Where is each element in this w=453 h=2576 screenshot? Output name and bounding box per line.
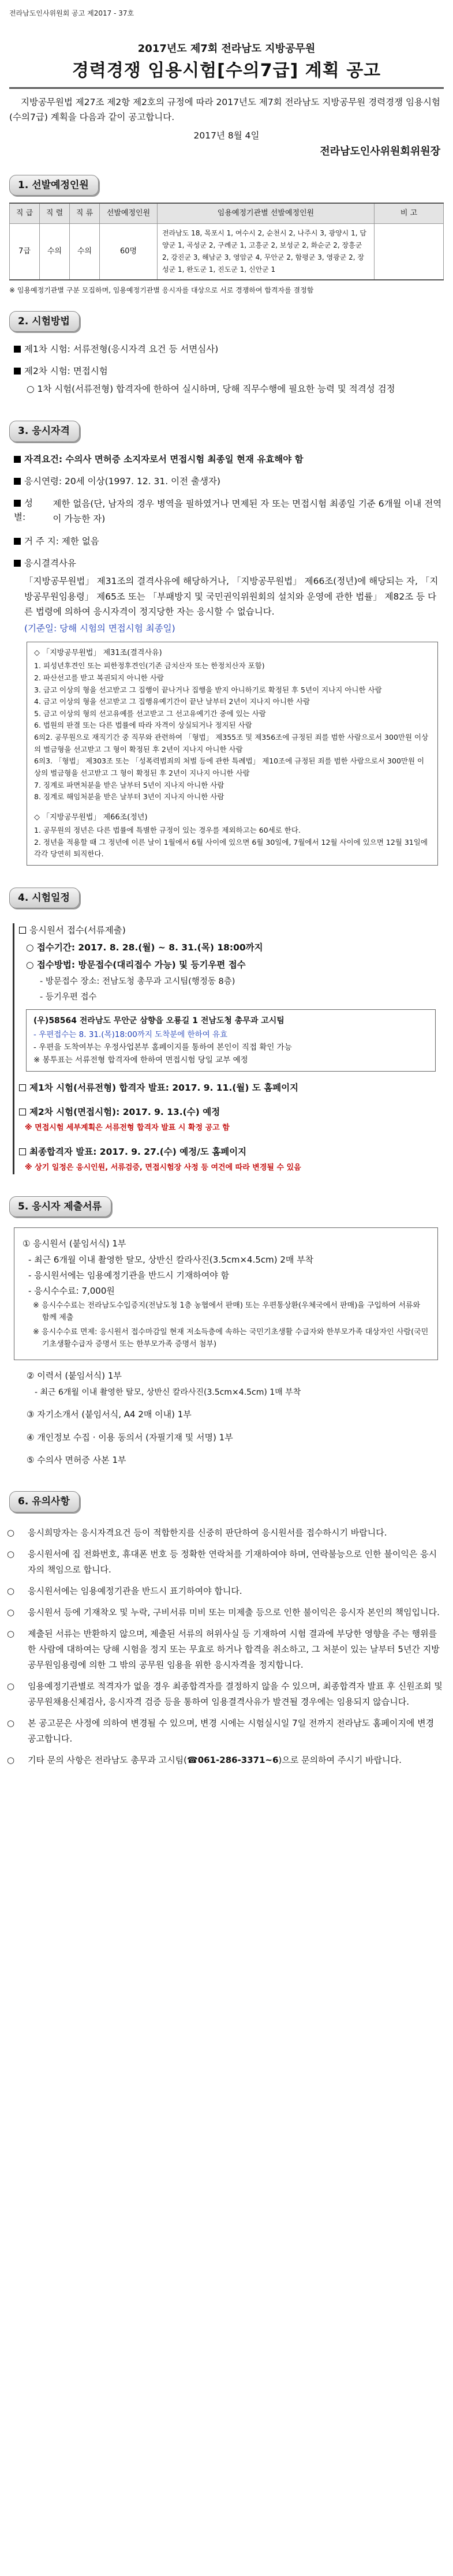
column-header: 직 급	[10, 203, 40, 224]
doc-application-agency: - 응시원서에는 임용예정기관을 반드시 기재하여야 함	[28, 1270, 230, 1280]
cell-count: 60명	[100, 224, 158, 280]
caution-item: ○ 제출된 서류는 반환하지 않으며, 제출된 서류의 허위사실 등 기재하여 시험 결과에 부당한 영향을 주는 행위를 한 사람에 대하여는 당해 시험을 정지 또는 무효로 하거나 합격을 취소하고, 그 처분이 있는 날부터 5년간 지방공무원임용령에 의한 그 밖의 공무원 임용을 위한 응시자격을 정지합니다.	[7, 1628, 440, 1670]
cell-series: 수의	[40, 224, 70, 280]
law-box-title: ◇ 「지방공무원법」 제66조(정년)	[34, 813, 148, 822]
square-bullet-icon	[14, 346, 21, 353]
fee-exemption-note: ※ 응시수수료 면제: 응시원서 접수마감일 현재 저소득층에 속하는 국민기초생활 수급자와 한부모가족 대상자인 사람(국민기초생활수급자 증명서 또는 한부모가족 증명서 첨부)	[33, 1327, 429, 1349]
disqualification-note: (기준일: 당해 시험의 면접시험 최종일)	[24, 623, 175, 634]
eligibility-age: 응시연령: 20세 이상(1997. 12. 31. 이전 출생자)	[14, 474, 444, 488]
column-header: 선발예정인원	[100, 203, 158, 224]
ticket-note: ※ 봉투표는 서류전형 합격자에 한하여 면접시험 당일 교부 예정	[33, 1055, 248, 1065]
title-divider	[9, 87, 444, 89]
square-bullet-icon	[14, 456, 21, 463]
caution-item: ○ 기타 문의 사항은 전라남도 총무과 고시팀( ☎061-286-3371~6 )으로 문의하여 주시기 바랍니다.	[7, 1754, 402, 1765]
law-item: 4. 금고 이상의 형을 선고받고 그 집행유예기간이 끝난 날부터 2년이 지나지 아니한 사람	[34, 697, 310, 706]
intro-paragraph: 지방공무원법 제27조 제2항 제2호의 규정에 따라 2017년도 제7회 전라남도 지방공무원 경력경쟁 임용시험(수의7급) 계획을 다음과 같이 공고합니다.	[9, 96, 440, 123]
caution-list	[9, 1525, 444, 1768]
eligibility-gender: 성 별: 제한 없음(단, 남자의 경우 병역을 필하였거나 면제된 자 또는 면접시험 최종일 기준 6개월 이내 전역이 가능한 자)	[14, 497, 442, 525]
law-item: 1. 공무원의 정년은 다른 법률에 특별한 규정이 있는 경우를 제외하고는 60세로 한다.	[34, 826, 301, 835]
apply-method-mail: - 등기우편 접수	[40, 992, 97, 1002]
mail-address-box	[26, 1009, 436, 1072]
mail-deadline-note: - 우편접수는 8. 31.(목)18:00까지 도착분에 한하여 유효	[33, 1029, 228, 1039]
mail-check-note: - 우편을 도착여부는 우정사업본부 홈페이지를 통하여 본인이 직접 확인 가능	[33, 1042, 292, 1052]
caution-item: ○ 응시원서 등에 기재착오 및 누락, 구비서류 미비 또는 미제출 등으로 인한 불이익은 응시자 본인의 책임입니다.	[7, 1607, 440, 1618]
doc-resume-photo: - 최근 6개월 이내 촬영한 탈모, 상반신 칼라사진(3.5cm×4.5cm) 1매 부착	[35, 1387, 301, 1397]
law-item: 1. 피성년후견인 또는 피한정후견인(기존 금치산자 또는 한정치산자 포함)	[34, 661, 265, 671]
law-item: 2. 파산선고를 받고 복권되지 아니한 사람	[34, 673, 164, 682]
table-row	[10, 224, 444, 280]
column-header: 직 렬	[40, 203, 70, 224]
law-item: 6의2. 공무원으로 재직기간 중 직무와 관련하여 「형법」 제355조 및 제356조에 규정된 죄를 범한 사람으로서 300만원 이상의 벌금형을 선고받고 그 형이 확정된 후 2년이 지나지 아니한 사람	[34, 733, 429, 754]
law-box-title: ◇ 「지방공무원법」 제31조(결격사유)	[34, 648, 162, 657]
law-box-disqualification	[27, 642, 438, 866]
section-title-schedule: 4. 시험일정	[9, 888, 80, 908]
square-bullet-icon	[14, 478, 21, 485]
section-title-eligibility: 3. 응시자격	[9, 421, 80, 441]
document-frame	[14, 1227, 438, 1360]
square-bullet-icon	[19, 1148, 26, 1155]
issuer: 전라남도인사위원회위원장	[320, 145, 440, 158]
fee-payment-note: ※ 응시수수료는 전라남도수입증지(전남도청 1층 농협에서 판매) 또는 우편통상환(우체국에서 판매)을 구입하여 서류와 함께 제출	[33, 1301, 421, 1323]
cell-kind: 수의	[70, 224, 100, 280]
exam-method-2-detail: ○ 1차 시험(서류전형) 합격자에 한하여 실시하며, 당해 직무수행에 필요한 능력 및 적격성 검정	[27, 384, 395, 395]
law-item: 6의3. 「형법」 제303조 또는 「성폭력범죄의 처벌 등에 관한 특례법」 제10조에 규정된 죄를 범한 사람으로서 300만원 이상의 벌금형을 선고받고 그 형이 확정된 후 2년이 지나지 아니한 사람	[34, 757, 425, 777]
square-bullet-icon	[14, 560, 21, 567]
announcement-number: 전라남도인사위원회 공고 제2017 - 37호	[9, 9, 134, 17]
doc-privacy-consent: ④ 개인정보 수집 · 이용 동의서 (자필기재 및 서명) 1부	[27, 1432, 233, 1443]
doc-self-intro: ③ 자기소개서 (붙임서식, A4 2매 이내) 1부	[27, 1409, 192, 1420]
doc-resume: ② 이력서 (붙임서식) 1부	[27, 1371, 122, 1381]
selection-table	[9, 203, 444, 280]
square-bullet-icon	[19, 1084, 26, 1091]
square-bullet-icon	[14, 368, 21, 375]
apply-head: 응시원서 접수(서류제출)	[19, 923, 444, 937]
contact-phone: ☎061-286-3371~6	[187, 1754, 279, 1765]
section-title-method: 2. 시험방법	[9, 311, 80, 332]
law-item: 6. 법원의 판결 또는 다른 법률에 따라 자격이 상실되거나 정지된 사람	[34, 721, 252, 730]
caution-item: ○ 응시원서에는 임용예정기관을 반드시 표기하여야 합니다.	[7, 1585, 242, 1596]
announcement-date: 2017년 8월 4일	[193, 130, 260, 141]
section-title-cautions: 6. 유의사항	[9, 1491, 80, 1512]
column-header: 직 류	[70, 203, 100, 224]
second-exam: 제2차 시험(면접시험): 2017. 9. 13.(수) 예정	[19, 1105, 444, 1119]
cell-note	[375, 224, 444, 280]
law-item: 3. 금고 이상의 형을 선고받고 그 집행이 끝나거나 집행을 받지 아니하기로 확정된 후 5년이 지나지 아니한 사람	[34, 685, 382, 694]
law-item: 8. 징계로 해임처분을 받은 날부터 3년이 지나지 아니한 사람	[34, 792, 224, 802]
apply-method-visit: - 방문접수 장소: 전남도청 총무과 고시팀(행정동 8층)	[40, 977, 235, 987]
document-list	[9, 1369, 444, 1467]
cell-regions: 전라남도 18, 목포시 1, 여수시 2, 순천시 2, 나주시 3, 광양시 1, 담양군 1, 곡성군 2, 구례군 1, 고흥군 2, 보성군 2, 화순군 2, 장흥군 2, 강진군 3, 해남군 3, 영암군 4, 무안군 2, 함평군 3, 영광군 2, 장성군 1, 완도군 1, 진도군 1, 신안군 1	[158, 224, 375, 280]
eligibility-license: 자격요건: 수의사 면허증 소지자로서 면접시험 최종일 현재 유효해야 함	[14, 452, 444, 466]
exam-method-2: 제2차 시험: 면접시험	[14, 364, 444, 378]
first-result: 제1차 시험(서류전형) 합격자 발표: 2017. 9. 11.(월) 도 홈페이지	[19, 1081, 444, 1095]
caution-item: ○ 응시희망자는 응시자격요건 등이 적합한지를 신중히 판단하여 응시원서를 접수하시기 바랍니다.	[7, 1527, 387, 1538]
cell-grade: 7급	[10, 224, 40, 280]
caution-item: ○ 응시원서에 집 전화번호, 휴대폰 번호 등 정확한 연락처를 기재하여야 하며, 연락불능으로 인한 불이익은 응시자의 책임으로 합니다.	[7, 1548, 437, 1575]
second-exam-note: ※ 면접시험 세부계획은 서류전형 합격자 발표 시 확정 공고 함	[25, 1124, 230, 1133]
announcement-subtitle: 2017년도 제7회 전라남도 지방공무원	[137, 42, 316, 55]
table-header-row	[10, 203, 444, 224]
square-bullet-icon	[19, 1109, 26, 1115]
law-item: 7. 징계로 파면처분을 받은 날부터 5년이 지나지 아니한 사람	[34, 780, 224, 789]
square-bullet-icon	[14, 500, 21, 507]
doc-license-copy: ⑤ 수의사 면허증 사본 1부	[27, 1454, 126, 1465]
announcement-title: 경력경쟁 임용시험[수의7급] 계획 공고	[72, 61, 381, 81]
mail-address: (우)58564 전라남도 무안군 삼향읍 오룡길 1 전남도청 총무과 고시팀	[33, 1016, 284, 1026]
schedule-change-note: ※ 상기 일정은 응시인원, 서류검증, 면접시험장 사정 등 여건에 따라 변경될 수 있음	[25, 1163, 301, 1173]
doc-application: ① 응시원서 (붙임서식) 1부	[23, 1238, 126, 1249]
disqualification-head: 응시결격사유	[14, 556, 444, 570]
final-result: 최종합격자 발표: 2017. 9. 27.(수) 예정/도 홈페이지	[19, 1145, 444, 1159]
column-header: 임용예정기관별 선발예정인원	[158, 203, 375, 224]
apply-method: ○ 접수방법: 방문접수(대리접수 가능) 및 등기우편 접수	[26, 960, 246, 971]
square-bullet-icon	[14, 538, 21, 545]
apply-period: ○ 접수기간: 2017. 8. 28.(월) ~ 8. 31.(목) 18:00까지	[26, 942, 263, 953]
law-item: 5. 금고 이상의 형의 선고유예를 선고받고 그 선고유예기간 중에 있는 사람	[34, 709, 266, 718]
eligibility-residence: 거 주 지: 제한 없음	[14, 534, 444, 548]
doc-application-photo: - 최근 6개월 이내 촬영한 탈모, 상반신 칼라사진(3.5cm×4.5cm) 2매 부착	[28, 1254, 314, 1265]
disqualification-text: 「지방공무원법」 제31조의 결격사유에 해당하거나, 「지방공무원법」 제66조(정년)에 해당되는 자, 「지방공무원임용령」 제65조 또는 「부패방지 및 국민권익위원회의 설치와 운영에 관한 법률」 제82조 등 다른 법령에 의하여 응시자격이 정지당한 자는 응시할 수 없습니다.	[24, 576, 439, 617]
section-title-documents: 5. 응시자 제출서류	[9, 1196, 111, 1217]
square-bullet-icon	[19, 927, 26, 934]
selection-footnote: ※ 임용예정기관별 구분 모집하며, 임용예정기관별 응시자를 대상으로 서로 경쟁하여 합격자를 결정함	[9, 286, 314, 295]
column-header: 비 고	[375, 203, 444, 224]
law-item: 2. 정년을 적용할 때 그 정년에 이른 날이 1월에서 6월 사이에 있으면 6월 30일에, 7월에서 12월 사이에 있으면 12월 31일에 각각 당연히 퇴직한다.	[34, 837, 428, 859]
schedule-block	[13, 923, 444, 1174]
doc-application-fee: - 응시수수료: 7,000원	[28, 1286, 115, 1297]
caution-item: ○ 임용예정기관별로 적격자가 없을 경우 최종합격자를 결정하지 않을 수 있으며, 최종합격자 발표 후 신원조회 및 공무원채용신체검사, 응시자격 검증 등을 통하여 임용결격사유가 발견될 경우에는 임용되지 않습니다.	[7, 1680, 443, 1707]
exam-method-1: 제1차 시험: 서류전형(응시자격 요건 등 서면심사)	[14, 342, 444, 356]
caution-item: ○ 본 공고문은 사정에 의하여 변경될 수 있으며, 변경 시에는 시험실시일 7일 전까지 전라남도 홈페이지에 변경 공고합니다.	[7, 1717, 435, 1744]
section-title-selection: 1. 선발예정인원	[9, 175, 99, 196]
